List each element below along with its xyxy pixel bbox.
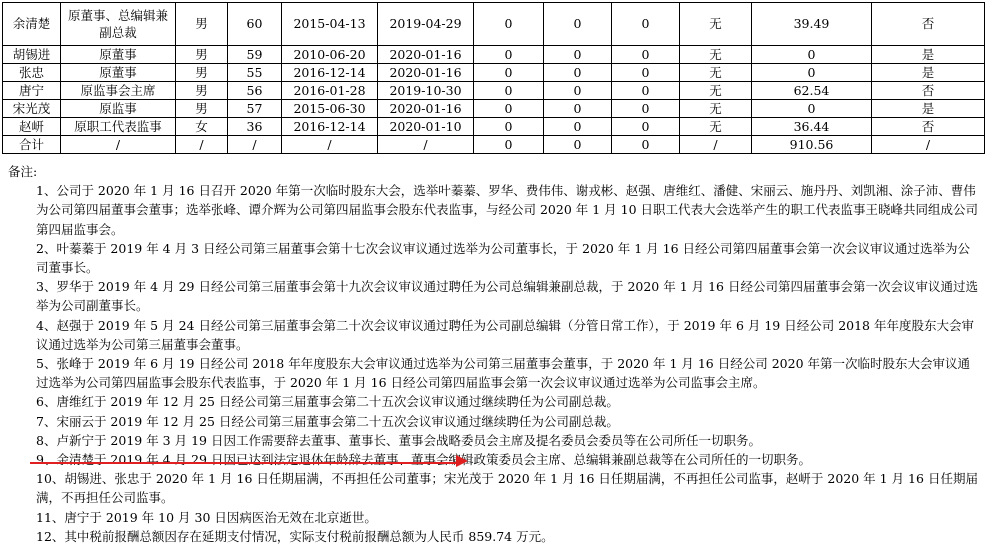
table-cell: 36.44 [752, 118, 872, 136]
table-cell: 否 [872, 82, 985, 100]
table-cell: 唐宁 [3, 82, 61, 100]
table-cell: 原董事 [61, 46, 176, 64]
table-cell: 无 [680, 82, 752, 100]
table-cell: 0 [544, 136, 612, 154]
table-cell: 2019-04-29 [378, 3, 474, 46]
table-cell: 60 [228, 3, 282, 46]
table-cell: 0 [544, 64, 612, 82]
table-cell: 余清楚 [3, 3, 61, 46]
note-item: 7、宋丽云于 2019 年 12 月 25 日经公司第三届董事会第二十五次会议审议通过继续聘任为公司副总裁。 [36, 413, 619, 429]
table-cell: 2019-10-30 [378, 82, 474, 100]
table-cell: 赵岍 [3, 118, 61, 136]
table-body [3, 3, 985, 154]
note-item: 12、其中税前报酬总额因存在延期支付情况，实际支付税前报酬总额为人民币 859.74 万元。 [36, 528, 554, 544]
table-cell: 0 [612, 3, 680, 46]
table-cell: 2010-06-20 [282, 46, 378, 64]
table-cell: 0 [474, 46, 544, 64]
note-item: 6、唐维红于 2019 年 12 月 25 日经公司第三届董事会第二十五次会议审议通过继续聘任为公司副总裁。 [36, 394, 619, 410]
table-cell: 宋光茂 [3, 100, 61, 118]
table-cell: / [378, 136, 474, 154]
table-cell: 原董事、总编辑兼副总裁 [61, 3, 176, 46]
table-row [3, 3, 985, 46]
table-cell: 2015-06-30 [282, 100, 378, 118]
table-cell: 原监事会主席 [61, 82, 176, 100]
table-cell: 2016-12-14 [282, 118, 378, 136]
table-cell: 无 [680, 3, 752, 46]
table-cell: 原职工代表监事 [61, 118, 176, 136]
table-cell: 0 [612, 64, 680, 82]
notes-title: 备注: [8, 164, 38, 179]
table-cell: 张忠 [3, 64, 61, 82]
table-cell: 2020-01-16 [378, 64, 474, 82]
table-cell: 0 [544, 46, 612, 64]
table-cell: 0 [474, 118, 544, 136]
table-row [3, 118, 985, 136]
table-cell: 57 [228, 100, 282, 118]
table-cell: 2020-01-16 [378, 46, 474, 64]
table-cell: 无 [680, 64, 752, 82]
table-cell: 0 [544, 100, 612, 118]
red-underline-annotation [30, 462, 460, 464]
table-cell: 胡锡进 [3, 46, 61, 64]
table-cell: 0 [612, 100, 680, 118]
table-cell: 是 [872, 46, 985, 64]
table-cell: 59 [228, 46, 282, 64]
table-row [3, 64, 985, 82]
table-cell: 男 [176, 46, 228, 64]
table-cell: 否 [872, 3, 985, 46]
table-cell: 55 [228, 64, 282, 82]
table-cell: 是 [872, 64, 985, 82]
table-cell: 无 [680, 46, 752, 64]
table-cell: 否 [872, 118, 985, 136]
table-row [3, 46, 985, 64]
note-item: 4、赵强于 2019 年 5 月 24 日经公司第三届董事会第二十次会议审议通过聘任为公司副总编辑（分管日常工作），于 2019 年 6 月 19 日经公司 2018 年年度股东大会审议通过选举为公司第三届董事会董事。 [36, 317, 974, 352]
table-cell: 0 [474, 136, 544, 154]
table-cell: 2020-01-10 [378, 118, 474, 136]
table-cell: 2015-04-13 [282, 3, 378, 46]
table-cell: 39.49 [752, 3, 872, 46]
table-cell: 0 [612, 118, 680, 136]
table-cell: 2016-12-14 [282, 64, 378, 82]
table-cell: 女 [176, 118, 228, 136]
table-cell: 0 [474, 64, 544, 82]
table-cell: 原监事 [61, 100, 176, 118]
table-cell: 原董事 [61, 64, 176, 82]
note-item: 3、罗华于 2019 年 4 月 29 日经公司第三届董事会第十九次会议审议通过聘任为公司总编辑兼副总裁，于 2020 年 1 月 16 日经公司第四届董事会第一次会议审议通过选举为公司副董事长。 [36, 279, 978, 314]
table-row [3, 100, 985, 118]
table-cell: / [228, 136, 282, 154]
compensation-table [2, 2, 985, 154]
table-cell: 0 [612, 82, 680, 100]
table-cell: 是 [872, 100, 985, 118]
table-cell: / [176, 136, 228, 154]
note-item: 2、叶蓁蓁于 2019 年 4 月 3 日经公司第三届董事会第十七次会议审议通过选举为公司董事长，于 2020 年 1 月 16 日经公司第四届董事会第一次会议审议通过选举为公司董事长。 [36, 240, 971, 276]
table-cell: 男 [176, 64, 228, 82]
table-cell: 0 [752, 46, 872, 64]
notes-section [8, 162, 980, 546]
table-cell: 合计 [3, 136, 61, 154]
note-item: 5、张峰于 2019 年 6 月 19 日经公司 2018 年年度股东大会审议通过选举为公司第三届董事会董事，于 2020 年 1 月 16 日经公司 2020 年第一次临时股东大会审议通过选举为公司第四届监事会股东代表监事，于 2020 年 1 月 16 日经公司第四届监事会第一次会议审议通过选举为公司监事会主席。 [36, 356, 970, 391]
table-cell: 0 [544, 82, 612, 100]
table-cell: 无 [680, 100, 752, 118]
table-cell: 36 [228, 118, 282, 136]
table-cell: 0 [544, 3, 612, 46]
table-cell: 0 [612, 46, 680, 64]
table-cell: 无 [680, 118, 752, 136]
table-cell: 男 [176, 100, 228, 118]
note-item: 1、公司于 2020 年 1 月 16 日召开 2020 年第一次临时股东大会，选举叶蓁蓁、罗华、费伟伟、谢戎彬、赵强、唐维红、潘健、宋丽云、施丹丹、刘凯湘、涂子沛、曹伟为公司第四届董事会董事；选举张峰、谭介辉为公司第四届监事会股东代表监事，与经公司 2020 年 1 月 10 日职工代表大会选举产生的职工代表监事王晓峰共同组成公司第四届监事会。 [36, 183, 979, 237]
table-cell: 2020-01-16 [378, 100, 474, 118]
table-cell: / [282, 136, 378, 154]
table-cell: 0 [752, 64, 872, 82]
table-cell: / [872, 136, 985, 154]
table-cell: 0 [544, 118, 612, 136]
table-cell: 2016-01-28 [282, 82, 378, 100]
red-arrow-icon [456, 455, 468, 467]
table-cell: 0 [752, 100, 872, 118]
table-cell: 0 [474, 100, 544, 118]
table-cell: 56 [228, 82, 282, 100]
table-cell: 男 [176, 82, 228, 100]
table-cell: 0 [474, 3, 544, 46]
table-cell: 0 [612, 136, 680, 154]
note-item: 8、卢新宁于 2019 年 3 月 19 日因工作需要辞去董事、董事长、董事会战略委员会主席及提名委员会委员等在公司所任一切职务。 [36, 432, 761, 448]
table-cell: 62.54 [752, 82, 872, 100]
table-cell: 0 [474, 82, 544, 100]
table-cell: 910.56 [752, 136, 872, 154]
note-item: 10、胡锡进、张忠于 2020 年 1 月 16 日任期届满，不再担任公司董事；宋光茂于 2020 年 1 月 16 日任期届满，不再担任公司监事，赵岍于 2020 年 1 月 16 日任期届满，不再担任公司监事。 [36, 471, 978, 506]
note-item: 11、唐宁于 2019 年 10 月 30 日因病医治无效在北京逝世。 [36, 509, 377, 525]
table-cell: / [680, 136, 752, 154]
table-row [3, 136, 985, 154]
notes-list [8, 181, 980, 546]
table-cell: / [61, 136, 176, 154]
table-cell: 男 [176, 3, 228, 46]
note-item: 9、余清楚于 2019 年 4 月 29 日因已达到法定退休年龄辞去董事、董事会编辑政策委员会主席、总编辑兼副总裁等在公司所任的一切职务。 [36, 452, 811, 468]
table-row [3, 82, 985, 100]
